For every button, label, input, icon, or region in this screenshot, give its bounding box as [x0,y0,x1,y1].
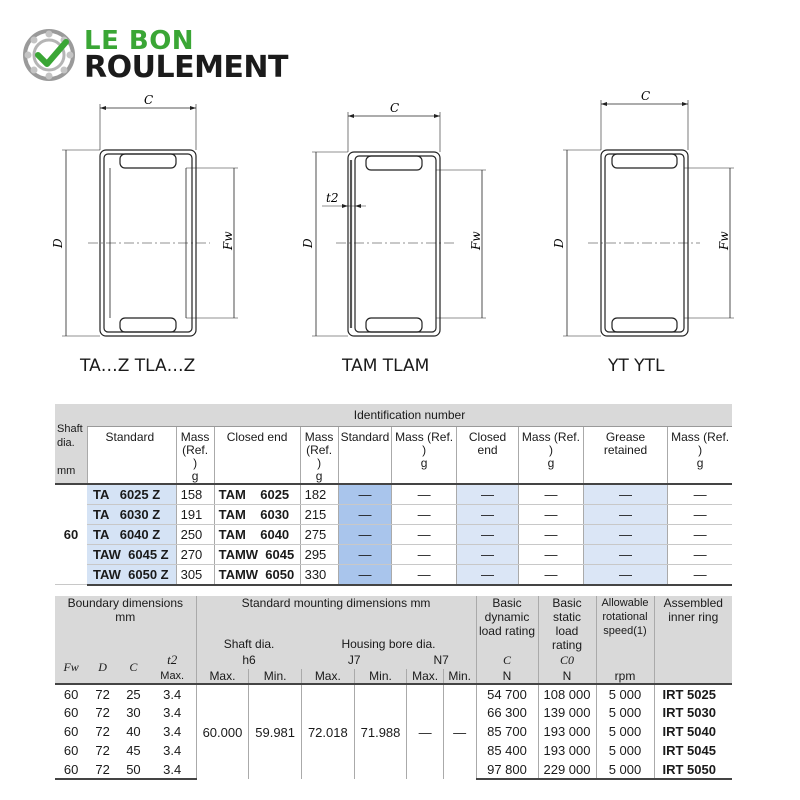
j7-max: Max. [301,669,354,684]
speed-value: 5 000 [596,722,654,741]
d-value: 72 [87,684,118,703]
type-label-yt: YT YTL [608,356,665,376]
type-label-tam: TAM TLAM [342,356,430,376]
speed-value: 5 000 [596,703,654,722]
closed-number: TAMW 6045 [214,544,300,564]
h6-label: h6 [196,652,301,669]
sym-cr: C [476,652,538,669]
std-mass: 191 [176,504,214,524]
dash-cell: — [338,504,392,524]
type-label-ta-z: TA…Z TLA…Z [80,356,196,376]
col-closed-end-1: Closed end [214,426,300,484]
col-mass-2: Mass (Ref. ) g [300,426,338,484]
dash-cell: — [456,524,518,544]
sym-c: C [118,652,149,684]
closed-mass: 215 [300,504,338,524]
dash-cell: — [392,544,457,564]
dash-cell: — [519,564,584,585]
dash-cell: — [519,544,584,564]
drawing-tam [312,112,486,336]
col-mass-3: Mass (Ref. ) g [392,426,457,484]
n7-label: N7 [407,652,476,669]
dash-cell: — [456,484,518,505]
logo-text-bottom: ROULEMENT [84,50,288,85]
speed-value: 5 000 [596,760,654,779]
ring-value: IRT 5040 [654,722,732,741]
ident-number-header: Identification number [87,404,732,426]
dash-cell: — [456,544,518,564]
shaft-min-value: 59.981 [249,684,302,779]
drawing-yt [563,100,734,336]
t2-value: 3.4 [149,684,196,703]
dash-cell: — [519,484,584,505]
t2-value: 3.4 [163,705,182,720]
logo-text-top: LE BON [84,26,195,56]
dash-cell: — [583,564,667,585]
n7-max: Max. [407,669,444,684]
drawing-ta-z [62,104,238,336]
dash-cell: — [668,524,732,544]
sym-fw: Fw [55,652,87,684]
c-value: 50 [118,760,149,779]
closed-mass: 275 [300,524,338,544]
c-value: 25 [118,684,149,703]
dim-fw-1: Fw [221,231,235,250]
unit-n-1: N [476,669,538,684]
j7-min: Min. [354,669,407,684]
dynamic-rating-header: Basic dynamic load rating [476,596,538,652]
c0-value: 193 000 [538,722,596,741]
brand-logo [22,26,312,86]
col-mass-5: Mass (Ref. ) g [668,426,732,484]
dash-cell: — [392,504,457,524]
col-grease-retained: Grease retained [583,426,667,484]
c-value: 45 [126,743,141,758]
col-mass-4: Mass (Ref. ) g [519,426,584,484]
c0-value: 139 000 [538,703,596,722]
dash-cell: — [583,524,667,544]
t2-value: 3.4 [163,743,182,758]
n7-min-value: — [443,684,476,779]
cr-value: 54 700 [476,684,538,703]
d-value: 72 [95,743,110,758]
boundary-dims-header: Boundary dimensions mm [55,596,196,636]
closed-mass: 182 [300,484,338,505]
fw-value: 60 [63,705,79,720]
t2-max: Max. [149,669,196,684]
std-number: TAW 6050 Z [87,564,176,585]
dash-cell: — [519,524,584,544]
mounting-dims-header: Standard mounting dimensions mm [196,596,476,636]
closed-number: TAM 6030 [214,504,300,524]
closed-number: TAMW 6050 [214,564,300,585]
fw-value: 60 [63,724,79,739]
col-standard: Standard [87,426,176,484]
t2-value: 3.4 [163,724,182,739]
std-mass: 270 [176,544,214,564]
dash-cell: — [392,564,457,585]
h6-max: Max. [196,669,249,684]
drawings-svg [0,90,800,390]
dash-cell: — [338,524,392,544]
std-number: TA 6030 Z [87,504,176,524]
dim-t2: t2 [326,191,339,205]
c-value: 40 [126,724,141,739]
col-standard-2: Standard [338,426,392,484]
dash-cell: — [338,564,392,585]
shaft-dia-subheader: Shaft dia. [196,636,301,652]
housing-bore-subheader: Housing bore dia. [301,636,476,652]
h6-min: Min. [249,669,302,684]
dash-cell: — [583,544,667,564]
speed-value: 5 000 [596,741,654,760]
bearing-check-icon [22,28,76,82]
dim-d-2: D [301,238,315,248]
shaft-max-value: 60.000 [196,684,249,779]
n7-min: Min. [443,669,476,684]
ring-value: IRT 5045 [654,741,732,760]
bearing-drawings [0,90,800,390]
std-mass: 158 [176,484,214,505]
boundary-dimensions-table [55,596,732,780]
dash-cell: — [338,544,392,564]
ring-value: IRT 5030 [654,703,732,722]
dash-cell: — [338,484,392,505]
c0-value: 193 000 [538,741,596,760]
inner-ring-header: Assembled inner ring [654,596,732,652]
c-value: 30 [126,705,141,720]
dash-cell: — [583,484,667,505]
cr-value: 97 800 [476,760,538,779]
j7-min-value: 71.988 [354,684,407,779]
dim-c-1: C [144,93,154,107]
dash-cell: — [456,504,518,524]
j7-max-value: 72.018 [301,684,354,779]
dim-c-2: C [390,101,400,115]
std-mass: 305 [176,564,214,585]
sym-d: D [87,652,118,684]
closed-number: TAM 6040 [214,524,300,544]
fw-value: 60 [55,760,87,779]
ring-value: IRT 5050 [654,760,732,779]
ring-value: IRT 5025 [654,684,732,703]
identification-table [55,404,732,586]
closed-mass: 295 [300,544,338,564]
std-number: TAW 6045 Z [87,544,176,564]
dash-cell: — [392,484,457,505]
dim-d-1: D [51,238,65,248]
fw-value: 60 [55,684,87,703]
std-mass: 250 [176,524,214,544]
j7-label: J7 [301,652,406,669]
dim-d-3: D [552,238,566,248]
dash-cell: — [519,504,584,524]
cr-value: 85 400 [476,741,538,760]
table-row [55,524,732,544]
dash-cell: — [668,564,732,585]
table-row [55,484,732,505]
std-number: TA 6025 Z [87,484,176,505]
table-row [55,684,732,703]
fw-value: 60 [63,743,79,758]
sym-t2: t2 [149,652,196,669]
shaft-dia-value: 60 [55,484,87,585]
sym-c0: C0 [538,652,596,669]
dim-c-3: C [641,90,651,103]
dim-fw-2: Fw [469,231,483,250]
dash-cell: — [583,504,667,524]
dim-fw-3: Fw [717,231,731,250]
std-number: TA 6040 Z [87,524,176,544]
table-row [55,544,732,564]
c0-value: 108 000 [538,684,596,703]
static-rating-header: Basic static load rating [538,596,596,652]
d-value: 72 [87,760,118,779]
table-row [55,564,732,585]
cr-value: 85 700 [476,722,538,741]
unit-n-2: N [538,669,596,684]
dash-cell: — [392,524,457,544]
c0-value: 229 000 [538,760,596,779]
dash-cell: — [668,544,732,564]
d-value: 72 [95,705,110,720]
d-value: 72 [95,724,110,739]
unit-rpm: rpm [596,669,654,684]
cr-value: 66 300 [476,703,538,722]
dash-cell: — [668,484,732,505]
closed-mass: 330 [300,564,338,585]
dash-cell: — [456,564,518,585]
t2-value: 3.4 [149,760,196,779]
col-mass-1: Mass (Ref. ) g [176,426,214,484]
speed-value: 5 000 [596,684,654,703]
col-closed-end-2: Closed end [456,426,518,484]
table-row [55,504,732,524]
closed-number: TAM 6025 [214,484,300,505]
speed-header: Allowable rotational speed(1) [596,596,654,652]
shaft-dia-header: Shaft dia. mm [55,404,87,484]
dash-cell: — [668,504,732,524]
n7-max-value: — [407,684,444,779]
